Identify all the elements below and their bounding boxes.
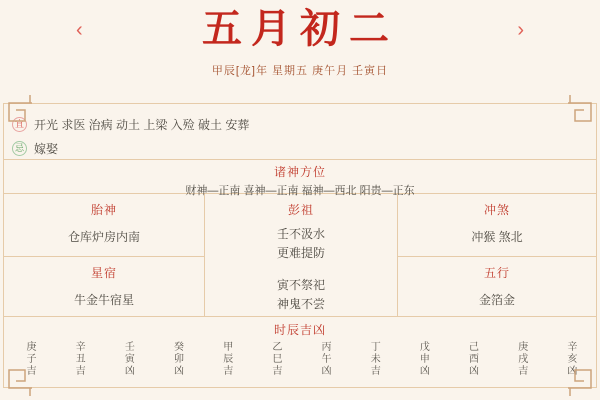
avoid-row: [12, 139, 586, 157]
taishen-content: 仓库炉房内南: [67, 230, 140, 244]
almanac-grid: [4, 193, 596, 316]
pengzu-line: 更难提防: [276, 246, 325, 260]
gods-direction-title: 诸神方位: [273, 165, 326, 179]
hour-item: 丙午凶: [319, 341, 331, 377]
pengzu-line: 壬不汲水: [276, 227, 325, 241]
taishen-cell: [4, 194, 204, 256]
ganzhi-date-line: 甲辰[龙]年 星期五 庚午月 壬寅日: [211, 65, 389, 77]
gods-direction-content: 财神—正南 喜神—正南 福神—西北 阳贵—正东: [185, 185, 415, 197]
chongsha-content: 冲猴 煞北: [471, 230, 523, 244]
almanac-panel: [3, 103, 597, 388]
pengzu-title: 彭祖: [287, 203, 314, 217]
xingxiu-content: 牛金牛宿星: [73, 293, 134, 307]
avoid-items: 嫁娶: [34, 141, 59, 156]
hour-item: 辛亥凶: [564, 341, 576, 377]
hour-item: 癸卯凶: [171, 341, 183, 377]
prev-day-arrow[interactable]: ‹: [76, 19, 83, 41]
chongsha-cell: [398, 194, 596, 256]
hour-item: 乙巳吉: [269, 341, 281, 377]
hour-item: 壬寅凶: [122, 341, 134, 377]
gods-direction-section: [4, 159, 596, 197]
pengzu-gap: [205, 263, 397, 276]
grid-left-column: [4, 194, 204, 316]
wuxing-cell: [398, 256, 596, 317]
xingxiu-cell: [4, 256, 204, 317]
taishen-title: 胎神: [90, 203, 117, 217]
chongsha-title: 冲煞: [483, 203, 510, 217]
suitable-row: [12, 115, 586, 133]
suitable-icon: 宜: [12, 117, 27, 132]
hour-item: 辛丑吉: [73, 341, 85, 377]
hour-item: 戊申凶: [417, 341, 429, 377]
suitable-avoid-section: [4, 104, 596, 159]
xingxiu-title: 星宿: [90, 266, 117, 280]
hour-luck-title: 时辰吉凶: [273, 323, 326, 337]
hour-luck-section: [4, 316, 596, 388]
next-day-arrow[interactable]: ›: [517, 19, 524, 41]
hour-luck-row: [4, 338, 596, 387]
suitable-items: 开光 求医 治病 动土 上梁 入殓 破土 安葬: [34, 117, 250, 132]
hour-item: 丁未吉: [368, 341, 380, 377]
hour-item: 庚子吉: [24, 341, 35, 377]
hour-item: 甲辰吉: [220, 341, 232, 377]
grid-right-column: [398, 194, 596, 316]
avoid-icon: 忌: [12, 141, 27, 156]
pengzu-line: 神鬼不尝: [276, 297, 325, 311]
lunar-date-title: 五月初二: [202, 5, 398, 52]
wuxing-content: 金箔金: [478, 293, 515, 307]
wuxing-title: 五行: [483, 266, 510, 280]
hour-item: 己酉凶: [466, 341, 478, 377]
hour-item: 庚戌吉: [515, 341, 527, 377]
pengzu-line: 寅不祭祀: [276, 278, 325, 292]
pengzu-cell: [204, 194, 398, 316]
